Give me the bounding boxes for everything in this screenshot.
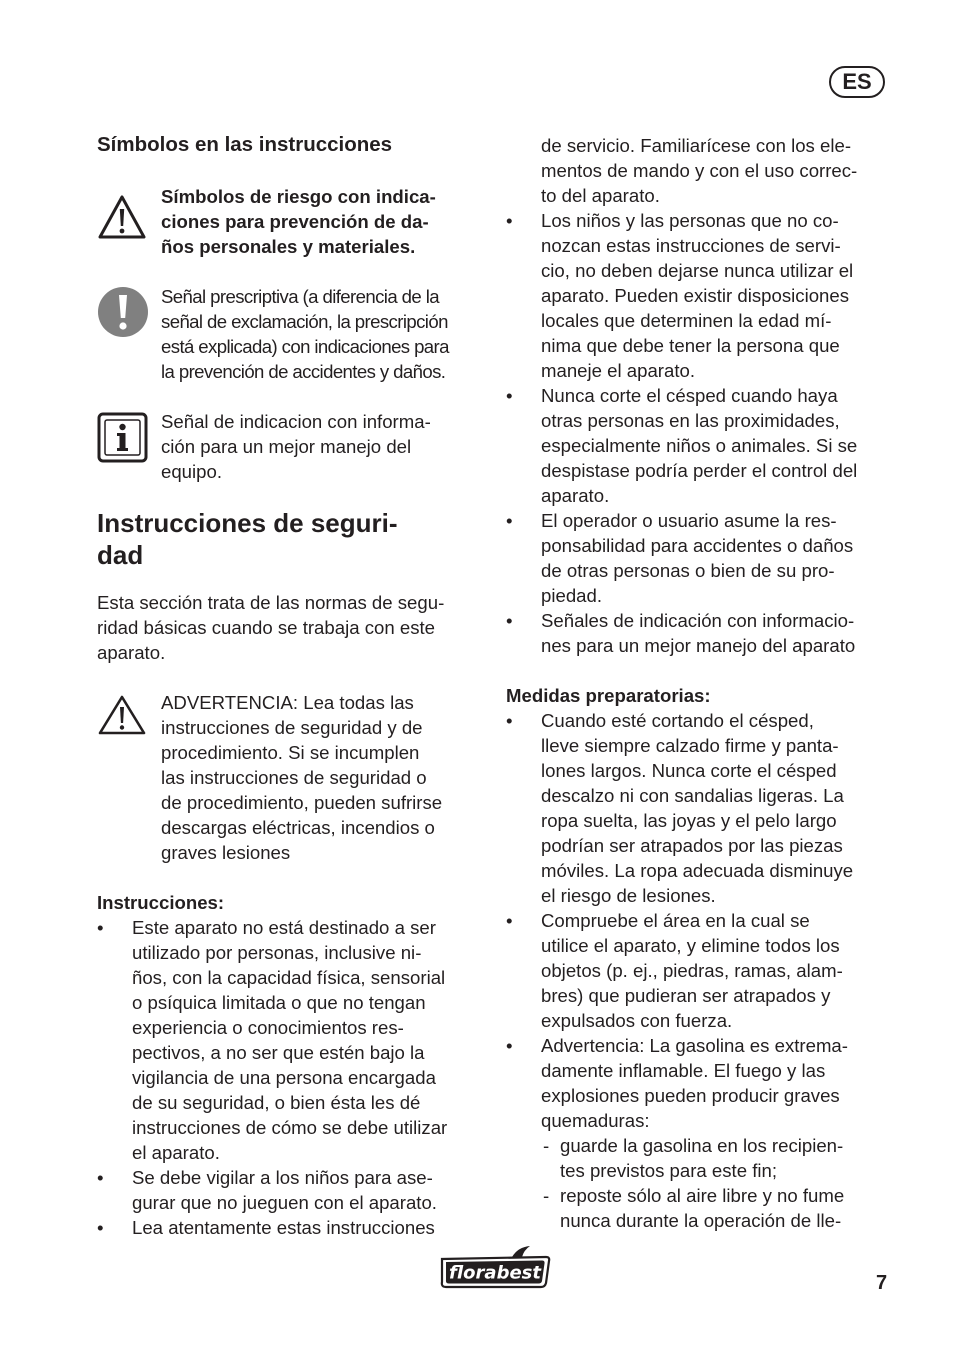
warning-text: ADVERTENCIA: Lea todas las instrucciones de seguridad y de procedimiento. Si se incumplen las instrucciones de seguridad o de procedimiento, pueden sufrirse descargas eléctricas, incendios o graves lesiones <box>161 692 443 863</box>
list-item: • Compruebe el área en la cual se utilice el aparato, y elimine todos los objetos (p. ej., piedras, ramas, alam- bres) que pudieran ser atrapados y expulsados con fuerza. <box>506 908 898 1033</box>
continuation-text: de servicio. Familiarícese con los ele- mentos de mando y con el uso correc- to del aparato. <box>541 135 858 206</box>
symbol-row-info <box>97 409 487 484</box>
list-item: • Señales de indicación con informacio- nes para un mejor manejo del aparato <box>506 608 898 658</box>
safety-intro: Esta sección trata de las normas de segu- ridad básicas cuando se trabaja con este aparato. <box>97 592 445 663</box>
list-item: • El operador o usuario asume la res- ponsabilidad para accidentes o daños de otras personas o bien de su pro- piedad. <box>506 508 898 608</box>
brand-wordmark: florabest <box>449 1262 541 1284</box>
warning-block <box>97 690 487 865</box>
preparatory-list <box>506 708 898 1233</box>
florabest-logo <box>438 1245 552 1289</box>
instructions-heading: Instrucciones: <box>97 892 225 913</box>
list-item: • Se debe vigilar a los niños para ase- gurar que no jueguen con el aparato. <box>97 1165 487 1215</box>
symbol-prescriptive-text: Señal prescriptiva (a diferencia de la señal de exclamación, la prescripción está explicada) con indicaciones para la prevención de accidentes y daños. <box>161 286 449 382</box>
preparatory-heading: Medidas preparatorias: <box>506 685 711 706</box>
symbols-heading: Símbolos en las instrucciones <box>97 133 393 156</box>
warning-triangle-icon <box>97 194 147 240</box>
list-item: • Nunca corte el césped cuando haya otras personas en las proximidades, especialmente niños o animales. Si se despistase podría perder el control del aparato. <box>506 383 898 508</box>
instructions-list <box>97 915 487 1240</box>
list-item: • Los niños y las personas que no co- nozcan estas instrucciones de servi- cio, no deben dejarse nunca utilizar el aparato. Pueden existir disposiciones locales que determinen la edad mí- nima que debe tener la persona que maneje el aparato. <box>506 208 898 383</box>
page-number: 7 <box>876 1272 888 1294</box>
right-column <box>506 133 898 1233</box>
list-item: - reposte sólo al aire libre y no fume nunca durante la operación de lle- <box>541 1183 898 1233</box>
symbol-row-prescriptive <box>97 284 487 384</box>
list-item: - guarde la gasolina en los recipien- tes previstos para este fin; <box>541 1133 898 1183</box>
list-item: • Este aparato no está destinado a ser utilizado por personas, inclusive ni- ños, con la capacidad física, sensorial o psíquica limitada o que no tengan experiencia o conocimientos res- pectivos, a no ser que estén bajo la vigilancia de una persona encargada de su seguridad, o bien ésta les dé instrucciones de cómo se debe utilizar el aparato. <box>97 915 487 1165</box>
warning-triangle-icon <box>97 694 147 736</box>
safety-heading: Instrucciones de seguri- dad <box>97 508 398 570</box>
symbol-info-text: Señal de indicacion con informa- ción para un mejor manejo del equipo. <box>161 411 431 482</box>
exclamation-circle-icon <box>97 286 149 338</box>
list-item: • Advertencia: La gasolina es extrema- damente inflamable. El fuego y las explosiones pueden producir graves quemaduras: - guarde la gasolina en los recipien- tes previstos para este fin; - reposte sólo al aire libre y no fume nunca durante la operación de lle- <box>506 1033 898 1233</box>
list-item: • Lea atentamente estas instrucciones <box>97 1215 487 1240</box>
symbol-row-risk <box>97 184 487 259</box>
gasoline-sublist <box>541 1133 898 1233</box>
safety-list <box>506 208 898 658</box>
info-box-icon <box>97 412 148 463</box>
left-column <box>97 132 487 1240</box>
symbol-risk-text: Símbolos de riesgo con indica- ciones para prevención de da- ños personales y materiales. <box>161 186 436 257</box>
language-badge: ES <box>829 66 885 98</box>
list-item: • Cuando esté cortando el césped, lleve siempre calzado firme y panta- lones largos. Nunca corte el césped descalzo ni con sandalias ligeras. La ropa suelta, las joyas y el pelo largo podrían ser atrapados por las piezas móviles. La ropa adecuada disminuye el riesgo de lesiones. <box>506 708 898 908</box>
